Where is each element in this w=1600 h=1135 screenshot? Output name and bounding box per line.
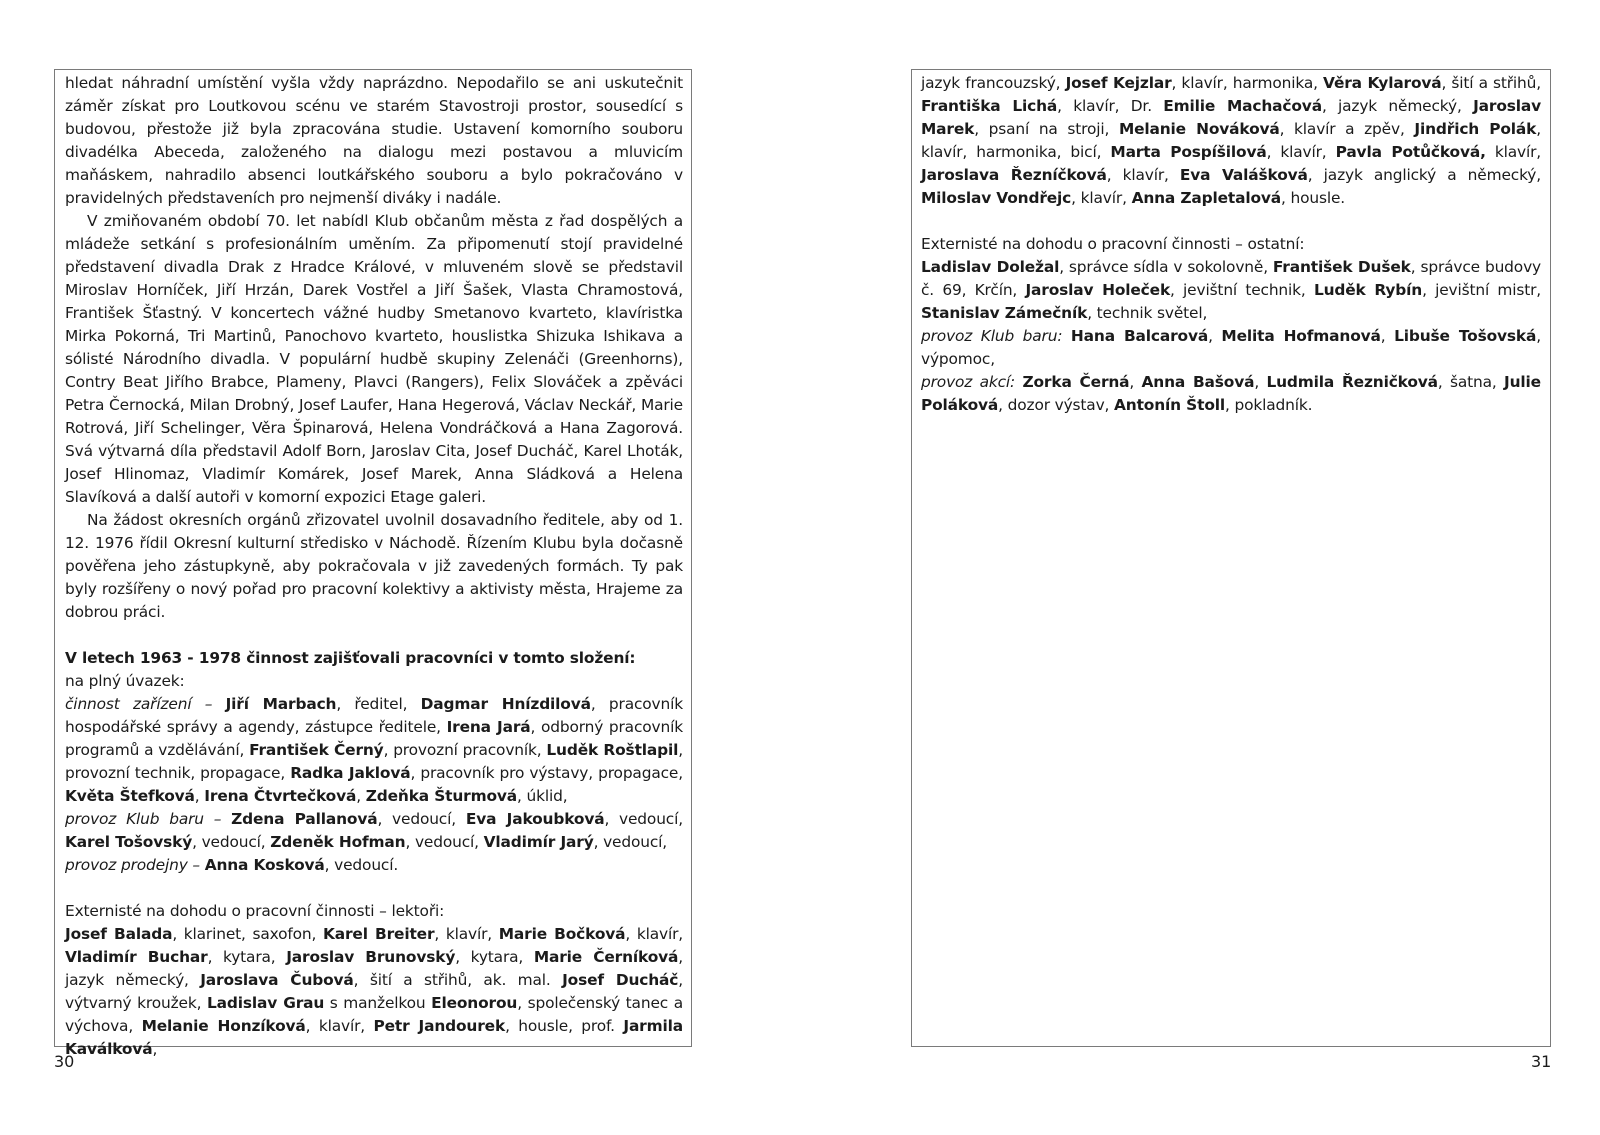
person-name: Zorka Černá [1022, 373, 1130, 391]
left-page-text [65, 72, 683, 1061]
page-number-right: 31 [1531, 1052, 1552, 1071]
section-label: činnost zařízení – [65, 695, 213, 713]
section-label: provoz Klub baru: [921, 327, 1063, 345]
person-name: Karel Tošovský [65, 833, 193, 851]
person-name: Antonín Štoll [1114, 396, 1225, 414]
person-name: Radka Jaklová [290, 764, 411, 782]
section-label: provoz Klub baru – [65, 810, 222, 828]
person-name: Vladimír Jarý [483, 833, 594, 851]
staff-list-zarizeni: činnost zařízení – Jiří Marbach, ředitel, Dagmar Hnízdilová, pracovník hospodářské správy a agendy, zástupce ředitele, Irena Jará, odborný pracovník programů a vzdělávání, František Černý, provozní pracovník, Luděk Roštlapil, provozní technik, propagace, Radka Jaklová, pracovník pro výstavy, propagace, Květa Štefková, Irena Čtvrtečková, Zdeňka Šturmová, úklid, [65, 695, 684, 805]
person-name: Jaroslav Holeček [1025, 281, 1171, 299]
ostatni-list: Ladislav Doležal, správce sídla v sokolovně, František Dušek, správce budovy č. 69, Krčín, Jaroslav Holeček, jevištní technik, Luděk Rybín, jevištní mistr, Stanislav Zámečník, technik světel, [921, 258, 1542, 322]
staff-heading: V letech 1963 - 1978 činnost zajišťovali pracovníci v tomto složení: [65, 649, 636, 667]
person-name: Julie Poláková [921, 373, 1541, 414]
person-name: Ludmila Řezničková [1266, 373, 1438, 391]
person-name: Melanie Honzíková [141, 1017, 306, 1035]
person-name: Františka Lichá [921, 97, 1058, 115]
person-name: Irena Čtvrtečková [204, 787, 357, 805]
staff-list-prodejna: provoz prodejny – Anna Kosková, vedoucí. [65, 856, 399, 874]
person-name: František Dušek [1272, 258, 1411, 276]
section-label: provoz prodejny – [65, 856, 200, 874]
staff-list-klub-bar: provoz Klub baru – Zdena Pallanová, vedoucí, Eva Jakoubková, vedoucí, Karel Tošovský, vedoucí, Zdeněk Hofman, vedoucí, Vladimír Jarý, vedoucí, [65, 810, 683, 851]
person-name: Josef Balada [65, 925, 173, 943]
person-name: Ladislav Grau [206, 994, 325, 1012]
person-name: Hana Balcarová [1070, 327, 1209, 345]
person-name: Vladimír Buchar [65, 948, 208, 966]
person-name: Anna Zapletalová [1131, 189, 1282, 207]
section-label: provoz akcí: [921, 373, 1016, 391]
person-name: Anna Bašová [1141, 373, 1255, 391]
person-name: Ladislav Doležal [921, 258, 1060, 276]
person-name: Melanie Nováková [1118, 120, 1280, 138]
person-name: Luděk Roštlapil [546, 741, 679, 759]
person-name: Věra Kylarová [1323, 74, 1442, 92]
person-name: Jarmila Kaválková [65, 1017, 684, 1058]
person-name: Marie Černíková [533, 948, 679, 966]
person-name: Karel Breiter [322, 925, 435, 943]
person-name: Jiří Marbach [225, 695, 337, 713]
akce-list: provoz akcí: Zorka Černá, Anna Bašová, Ludmila Řezničková, šatna, Julie Poláková, dozor výstav, Antonín Štoll, pokladník. [921, 373, 1541, 414]
person-name: Marta Pospíšilová [1110, 143, 1267, 161]
person-name: Zdeněk Hofman [270, 833, 406, 851]
person-name: Petr Jandourek [373, 1017, 506, 1035]
ostatni-heading: Externisté na dohodu o pracovní činnosti – ostatní: [921, 235, 1305, 253]
klub-bar-list: provoz Klub baru: Hana Balcarová, Melita Hofmanová, Libuše Tošovská, výpomoc, [921, 327, 1541, 368]
person-name: Anna Kosková [204, 856, 325, 874]
person-name: Josef Ducháč [562, 971, 679, 989]
person-name: Zdeňka Šturmová [365, 787, 518, 805]
person-name: Luděk Rybín [1313, 281, 1423, 299]
lektori-list: Josef Balada, klarinet, saxofon, Karel Breiter, klavír, Marie Bočková, klavír, Vladimír Buchar, kytara, Jaroslav Brunovský, kytara, Marie Černíková, jazyk německý, Jaroslava Čubová, šití a střihů, ak. mal. Josef Ducháč, výtvarný kroužek, Ladislav Grau s manželkou Eleonorou, společenský tanec a výchova, Melanie Honzíková, klavír, Petr Jandourek, housle, prof. Jarmila Kaválková, [65, 925, 684, 1058]
person-name: Eva Jakoubková [465, 810, 605, 828]
person-name: Jaroslav Marek [921, 97, 1541, 138]
paragraph: Na žádost okresních orgánů zřizovatel uvolnil dosavadního ředitele, aby od 1. 12. 1976 řídil Okresní kulturní středisko v Náchodě. Řízením Klubu byla dočasně pověřena jeho zástupkyně, aby pokračovala v již zavedených formách. Ty pak byly rozšířeny o nový pořad pro pracovní kolektivy a aktivisty města, Hrajeme za dobrou práci. [65, 511, 683, 621]
paragraph: V zmiňovaném období 70. let nabídl Klub občanům města z řad dospělých a mládeže setkání s profesionálním uměním. Za připomenutí stojí pravidelné představení divadla Drak z Hradce Králové, v mluveném slově se představil Miroslav Horníček, Jiří Hrzán, Darek Vostřel a Jiří Šašek, Vlasta Chramostová, František Šťastný. V koncertech vážné hudby Smetanovo kvarteto, klavíristka Mirka Pokorná, Tri Martinů, Panochovo kvarteto, houslistka Shizuka Ishikava a sólisté Národního divadla. V populární hudbě skupiny Zelenáči (Greenhorns), Contry Beat Jiřího Brabce, Plameny, Plavci (Rangers), Felix Slováček a zpěváci Petra Černocká, Milan Drobný, Josef Laufer, Hana Hegerová, Václav Neckář, Marie Rotrová, Jiří Schelinger, Věra Špinarová, Helena Vondráčková a Hana Zagorová. Svá výtvarná díla představil Adolf Born, Jaroslav Cita, Josef Ducháč, Karel Lhoták, Josef Hlinomaz, Vladimír Komárek, Josef Marek, Anna Sládková a Helena Slavíková a další autoři v komorní expozici Etage galeri. [65, 212, 683, 506]
person-name: Marie Bočková [498, 925, 626, 943]
person-name: Miloslav Vondřejc [921, 189, 1072, 207]
full-time-label: na plný úvazek: [65, 672, 185, 690]
person-name: Eleonorou [431, 994, 518, 1012]
person-name: Jaroslav Brunovský [286, 948, 456, 966]
lektori-list-continued: jazyk francouzský, Josef Kejzlar, klavír, harmonika, Věra Kylarová, šití a střihů, Františka Lichá, klavír, Dr. Emilie Machačová, jazyk německý, Jaroslav Marek, psaní na stroji, Melanie Nováková, klavír a zpěv, Jindřich Polák, klavír, harmonika, bicí, Marta Pospíšilová, klavír, Pavla Potůčková, klavír, Jaroslava Řezníčková, klavír, Eva Valášková, jazyk anglický a německý, Miloslav Vondřejc, klavír, Anna Zapletalová, housle. [921, 74, 1542, 207]
lektori-heading: Externisté na dohodu o pracovní činnosti – lektoři: [65, 902, 445, 920]
right-page-text [921, 72, 1541, 417]
person-name: Josef Kejzlar [1065, 74, 1172, 92]
person-name: Libuše Tošovská [1394, 327, 1537, 345]
person-name: Pavla Potůčková, [1335, 143, 1486, 161]
person-name: Jaroslava Čubová [200, 971, 354, 989]
person-name: František Černý [249, 741, 384, 759]
person-name: Stanislav Zámečník [921, 304, 1088, 322]
person-name: Irena Jará [446, 718, 531, 736]
person-name: Melita Hofmanová [1221, 327, 1381, 345]
person-name: Dagmar Hnízdilová [420, 695, 591, 713]
page-number-left: 30 [54, 1052, 75, 1071]
person-name: Jaroslava Řezníčková [921, 166, 1107, 184]
person-name: Jindřich Polák [1414, 120, 1537, 138]
person-name: Zdena Pallanová [231, 810, 378, 828]
person-name: Eva Valášková [1179, 166, 1308, 184]
person-name: Emilie Machačová [1163, 97, 1322, 115]
person-name: Květa Štefková [65, 787, 195, 805]
paragraph: hledat náhradní umístění vyšla vždy naprázdno. Nepodařilo se ani uskutečnit záměr získat pro Loutkovou scénu ve starém Stavostroji prostor, sousedící s budovou, přestože již byla zpracována studie. Ustavení komorního souboru divadélka Abeceda, založeného na dialogu mezi postavou a mluvicím maňáskem, nahradilo absenci loutkářského souboru a bylo pokračováno v pravidelných představeních pro nejmenší diváky i nadále. [65, 74, 683, 207]
